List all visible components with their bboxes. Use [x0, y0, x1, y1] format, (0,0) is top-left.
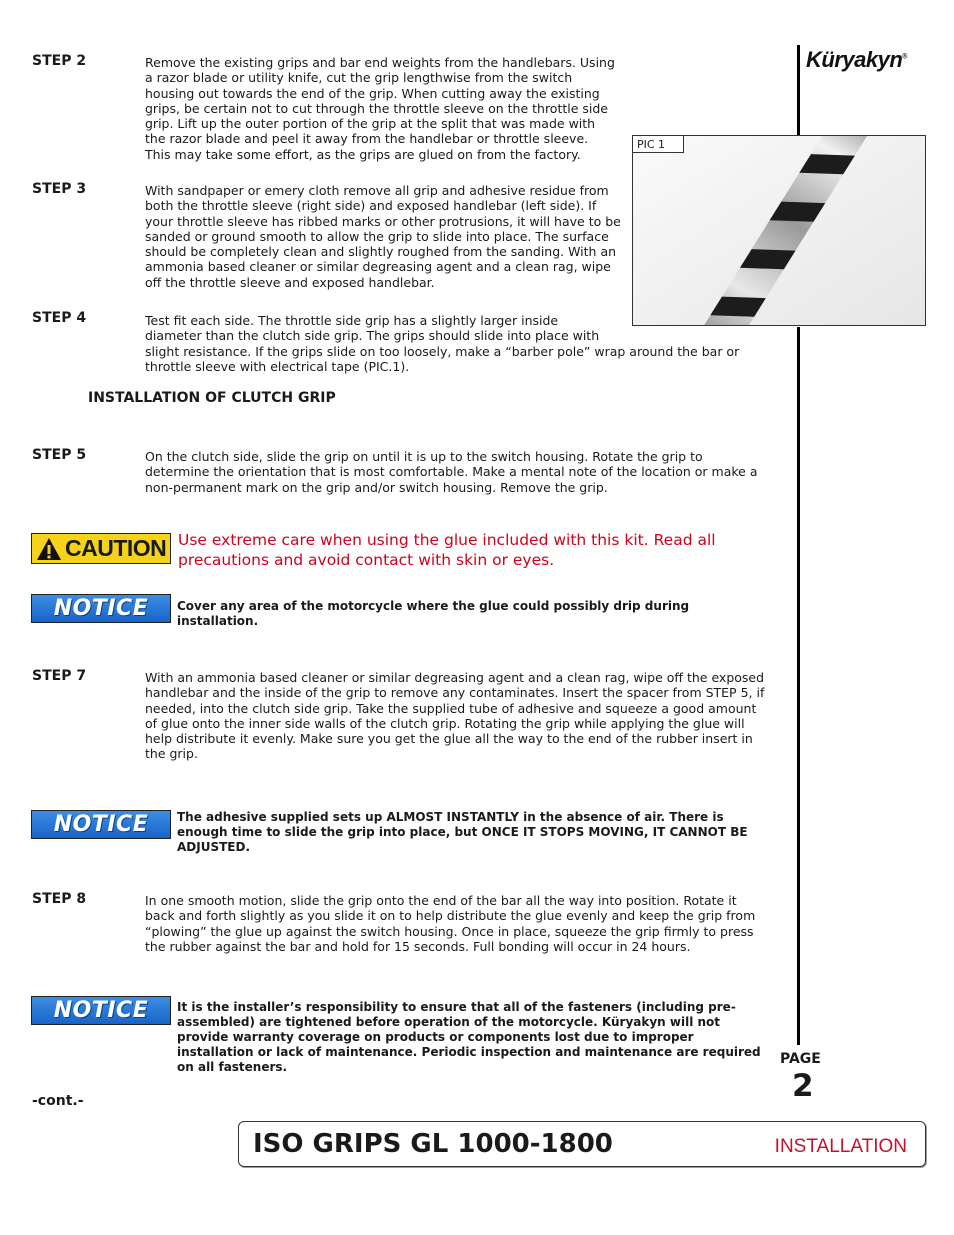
- step-8-label: STEP 8: [32, 891, 87, 907]
- section-heading: INSTALLATION OF CLUTCH GRIP: [88, 390, 336, 406]
- brand-logo-text: Küryakyn: [806, 47, 903, 72]
- step-2-text: Remove the existing grips and bar end weights from the handlebars. Using a razor blade or utility knife, cut the grip lengthwise from the switch housing out towards the end of the grip. When cutting away the existing grips, be certain not to cut through the throttle sleeve on the throttle side grip. Lift up the outer portion of the grip at the split that was made with the razor blade and peel it away from the handlebar or throttle sleeve. This may take some effort, as the grips are glued on from the factory.: [145, 55, 615, 162]
- page-label: PAGE: [780, 1051, 821, 1067]
- notice-badge-3: [31, 996, 171, 1025]
- handlebar-grip-photo: [633, 136, 925, 325]
- brand-logo: Küryakyn®: [806, 47, 907, 72]
- step-7-text: With an ammonia based cleaner or similar degreasing agent and a clean rag, wipe off the exposed handlebar and the inside of the grip to remove any contaminates. Insert the spacer from STEP 5, if needed, into the clutch side grip. Take the supplied tube of adhesive and squeeze a good amount of glue onto the inner side walls of the clutch grip. Rotating the grip while applying the glue will help distribute it evenly. Make sure you get the glue all the way to the end of the rubber insert in the grip.: [145, 670, 765, 762]
- step-4-label: STEP 4: [32, 310, 87, 326]
- document-title: ISO GRIPS GL 1000-1800: [253, 1129, 613, 1159]
- continued-label: -cont.-: [32, 1093, 84, 1109]
- step-2-label: STEP 2: [32, 53, 87, 69]
- caution-badge: [31, 533, 171, 564]
- pic-1-figure: [632, 135, 926, 326]
- step-3-label: STEP 3: [32, 181, 87, 197]
- notice-badge-1: [31, 594, 171, 623]
- notice-badge-1-text: NOTICE: [53, 596, 149, 621]
- notice-1-text: Cover any area of the motorcycle where the glue could possibly drip during installation.: [177, 599, 690, 628]
- step-4-text: Test fit each side. The throttle side grip has a slightly larger inside diameter than the clutch side grip. The grips should slide into place with slight resistance. If the grips slide on too loosely, make a “barber pole” wrap around the bar or throttle sleeve with electrical tape (PIC.1).: [145, 313, 740, 374]
- warning-icon: [36, 537, 62, 561]
- notice-badge-2: [31, 810, 171, 839]
- step-7-label: STEP 7: [32, 668, 87, 684]
- caution-badge-text: CAUTION: [65, 535, 167, 561]
- step-5-label: STEP 5: [32, 447, 87, 463]
- notice-badge-3-text: NOTICE: [53, 998, 149, 1023]
- footer-title-box: [238, 1121, 926, 1167]
- caution-text: Use extreme care when using the glue included with this kit. Read all precautions and avoid contact with skin or eyes.: [178, 531, 716, 569]
- notice-badge-2-text: NOTICE: [53, 812, 149, 837]
- vertical-rule-top: [797, 45, 800, 135]
- notice-2-text: The adhesive supplied sets up ALMOST INSTANTLY in the absence of air. There is enough time to slide the grip into place, but ONCE IT STOPS MOVING, IT CANNOT BE ADJUSTED.: [177, 810, 748, 854]
- notice-3-text: It is the installer’s responsibility to ensure that all of the fasteners (including pre-assembled) are tightened before operation of the motorcycle. Küryakyn will not provide warranty coverage on products or components lost due to improper installation or lack of maintenance. Periodic inspection and maintenance are required on all fasteners.: [177, 1000, 761, 1074]
- pic-1-label: PIC 1: [633, 136, 684, 153]
- document-subtitle: INSTALLATION: [774, 1136, 907, 1157]
- step-3-text: With sandpaper or emery cloth remove all grip and adhesive residue from both the throttle sleeve (right side) and exposed handlebar (left side). If your throttle sleeve has ribbed marks or other protrusions, it will have to be sanded or ground smooth to allow the grip to slide into place. The surface should be completely clean and slightly roughed from the sanding. With an ammonia based cleaner or similar degreasing agent and a clean rag, wipe off the throttle sleeve and exposed handlebar.: [145, 183, 621, 290]
- step-8-text: In one smooth motion, slide the grip onto the end of the bar all the way into position. Rotate it back and forth slightly as you slide it on to help distribute the glue evenly and keep the grip from “plowing” the glue up against the switch housing. Once in place, squeeze the grip firmly to press the rubber against the bar and hold for 15 seconds. Full bonding will occur in 24 hours.: [145, 893, 756, 954]
- step-5-text: On the clutch side, slide the grip on until it is up to the switch housing. Rotate the grip to determine the orientation that is most comfortable. Make a mental note of the location or make a non-permanent mark on the grip and/or switch housing. Remove the grip.: [145, 449, 758, 495]
- page-number: 2: [792, 1068, 814, 1104]
- vertical-rule-bottom: [797, 327, 800, 1045]
